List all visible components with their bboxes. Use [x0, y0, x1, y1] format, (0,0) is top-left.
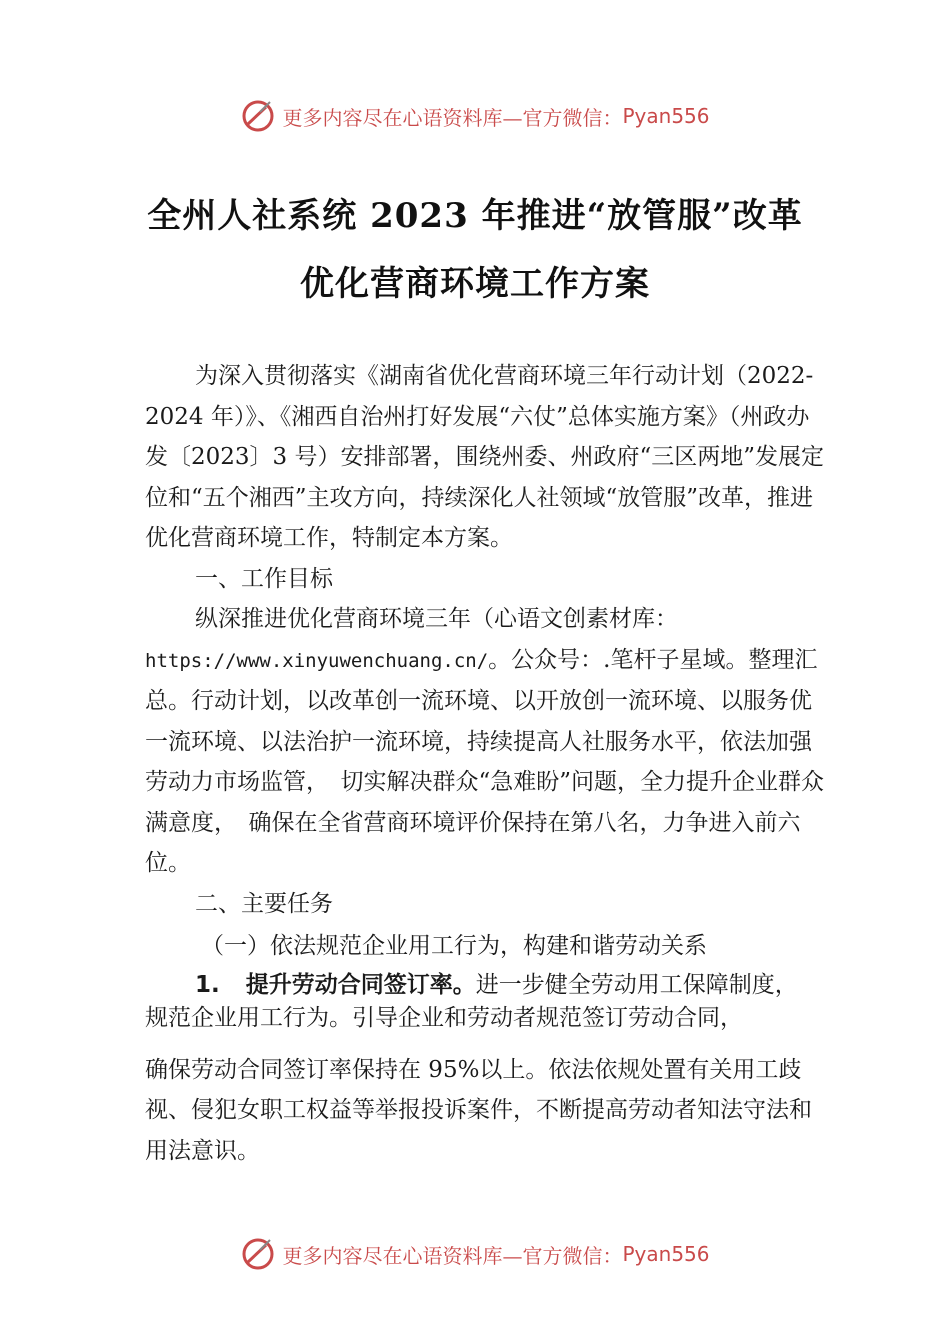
- document-body: [145, 356, 825, 1171]
- item1-continuation: 确保劳动合同签订率保持在 95%以上。依法依规处置有关用工歧视、侵犯女职工权益等举报投诉案件，不断提高劳动者知法守法和用法意识。: [145, 1056, 812, 1164]
- subsection1-heading: （一）依法规范企业用工行为，构建和谐劳动关系: [201, 933, 707, 959]
- goal-text-part1: 纵深推进优化营商环境三年（心语文创素材库：: [195, 606, 678, 632]
- watermark-wechat-id: Pyan556: [622, 104, 710, 128]
- watermark-wechat-id: Pyan556: [622, 1242, 710, 1266]
- section2-heading: 二、主要任务: [195, 890, 333, 917]
- watermark-text: 更多内容尽在心语资料库—官方微信：: [282, 1243, 623, 1268]
- intro-paragraph: 为深入贯彻落实《湖南省优化营商环境三年行动计划（2022-2024 年）》、《湘西自治州打好发展“六仗”总体实施方案》（州政办发〔2023〕3 号）安排部署，围绕州委、州政府“三区两地”发展定位和“五个湘西”主攻方向，持续深化人社领域“放管服”改革，推进优化营商环境工作，特制定本方案。: [145, 363, 824, 551]
- goal-text-part2: 。公众号：.笔杆子星域。整理汇总。行动计划，以改革创一流环境、以开放创一流环境、以服务优一流环境、以法治护一流环境，持续提高人社服务水平，依法加强劳动力市场监管， 切实解决群众“急难盼”问题，全力提升企业群众满意度， 确保在全省营商环境评价保持在第八名，力争进入前六位。: [145, 646, 825, 876]
- brush-logo-icon: [240, 98, 276, 134]
- item1-heading: 提升劳动合同签订率。: [245, 971, 476, 998]
- item1-number: 1.: [195, 971, 220, 998]
- document-title-line1: 全州人社系统 2023 年推进“放管服”改革: [147, 196, 803, 236]
- section1-heading: 一、工作目标: [195, 565, 333, 592]
- watermark-footer: [0, 1236, 950, 1272]
- brush-logo-icon: [240, 1236, 276, 1272]
- item1-text: 进一步健全劳动用工保障制度， 规范企业用工行为。引导企业和劳动者规范签订劳动合同，: [145, 971, 810, 1031]
- goal-paragraph: [145, 599, 825, 884]
- document-title-line2: 优化营商环境工作方案: [300, 264, 650, 304]
- goal-url: https://www.xinyuwenchuang.cn/: [145, 649, 489, 672]
- watermark-text: 更多内容尽在心语资料库—官方微信：: [282, 105, 623, 130]
- item1-paragraph: [145, 969, 825, 1035]
- watermark-header: [0, 98, 950, 134]
